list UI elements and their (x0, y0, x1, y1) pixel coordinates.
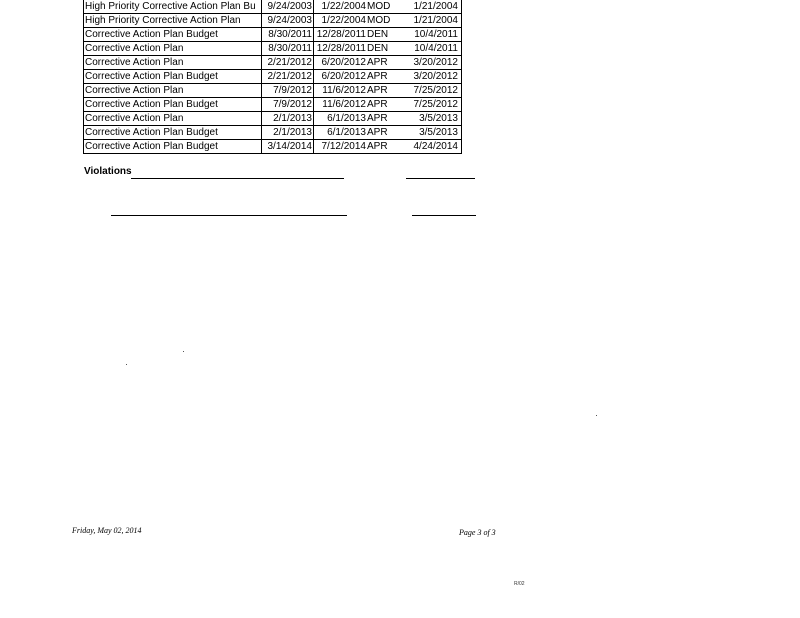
table-row (83, 126, 461, 140)
date-cell: 2/1/2013 (273, 113, 312, 124)
table-row (83, 70, 461, 84)
description-cell: Corrective Action Plan (85, 43, 184, 54)
status-code-cell: APR (367, 99, 388, 110)
date-cell: 1/21/2004 (413, 15, 458, 26)
description-cell: Corrective Action Plan Budget (85, 29, 218, 40)
scan-speck (596, 415, 597, 416)
date-cell: 3/5/2013 (419, 113, 458, 124)
status-code-cell: APR (367, 113, 388, 124)
date-cell: 6/1/2013 (327, 113, 366, 124)
date-cell: 7/25/2012 (413, 85, 458, 96)
table-rule (461, 0, 462, 154)
date-cell: 3/20/2012 (413, 71, 458, 82)
description-cell: Corrective Action Plan (85, 85, 184, 96)
date-cell: 2/21/2012 (267, 71, 312, 82)
date-cell: 12/28/2011 (316, 29, 366, 40)
description-cell: Corrective Action Plan Budget (85, 99, 218, 110)
description-cell: Corrective Action Plan Budget (85, 127, 218, 138)
footer-date: Friday, May 02, 2014 (72, 526, 142, 535)
status-code-cell: APR (367, 71, 388, 82)
table-row (83, 140, 461, 154)
description-cell: Corrective Action Plan Budget (85, 71, 218, 82)
date-cell: 8/30/2011 (268, 29, 312, 40)
date-cell: 3/20/2012 (413, 57, 458, 68)
date-cell: 3/14/2014 (267, 141, 312, 152)
scan-speck (183, 351, 184, 352)
status-code-cell: MOD (367, 15, 391, 26)
date-cell: 8/30/2011 (268, 43, 312, 54)
date-cell: 4/24/2014 (413, 141, 458, 152)
date-cell: 7/25/2012 (413, 99, 458, 110)
table-rule (261, 0, 262, 154)
description-cell: Corrective Action Plan Budget (85, 141, 218, 152)
date-cell: 9/24/2003 (267, 1, 312, 12)
table-row (83, 112, 461, 126)
date-cell: 10/4/2011 (414, 29, 458, 40)
date-cell: 2/21/2012 (267, 57, 312, 68)
date-cell: 6/20/2012 (321, 57, 366, 68)
description-cell: Corrective Action Plan (85, 113, 184, 124)
footer-page-number: Page 3 of 3 (459, 528, 496, 537)
date-cell: 9/24/2003 (267, 15, 312, 26)
date-cell: 2/1/2013 (273, 127, 312, 138)
table-rule (313, 0, 314, 154)
date-cell: 1/22/2004 (321, 15, 366, 26)
date-cell: 1/22/2004 (321, 1, 366, 12)
description-cell: Corrective Action Plan (85, 57, 184, 68)
table-row (83, 98, 461, 112)
date-cell: 1/21/2004 (413, 1, 458, 12)
date-cell: 3/5/2013 (419, 127, 458, 138)
date-cell: 7/12/2014 (321, 141, 366, 152)
table-row (83, 28, 461, 42)
date-cell: 11/6/2012 (322, 99, 366, 110)
status-code-cell: APR (367, 85, 388, 96)
violations-line-4 (412, 215, 476, 216)
date-cell: 6/1/2013 (327, 127, 366, 138)
violations-line-1 (131, 178, 344, 179)
corrective-action-table (83, 0, 461, 154)
status-code-cell: DEN (367, 43, 389, 54)
table-row (83, 14, 461, 28)
footer-stamp: R/02 (514, 581, 525, 587)
status-code-cell: APR (367, 57, 388, 68)
date-cell: 6/20/2012 (321, 71, 366, 82)
description-cell: High Priority Corrective Action Plan (85, 15, 241, 26)
date-cell: 7/9/2012 (273, 99, 312, 110)
date-cell: 11/6/2012 (322, 85, 366, 96)
table-row (83, 42, 461, 56)
violations-label: Violations (84, 166, 132, 177)
status-code-cell: MOD (367, 1, 391, 12)
date-cell: 12/28/2011 (316, 43, 366, 54)
scan-speck (126, 364, 127, 365)
date-cell: 10/4/2011 (414, 43, 458, 54)
description-cell: High Priority Corrective Action Plan Bu (85, 1, 256, 12)
table-rule (83, 0, 84, 154)
table-row (83, 84, 461, 98)
date-cell: 7/9/2012 (273, 85, 312, 96)
violations-line-3 (111, 215, 347, 216)
status-code-cell: DEN (367, 29, 389, 40)
status-code-cell: APR (367, 127, 388, 138)
table-row (83, 56, 461, 70)
table-row (83, 0, 461, 14)
status-code-cell: APR (367, 141, 388, 152)
violations-line-2 (406, 178, 475, 179)
